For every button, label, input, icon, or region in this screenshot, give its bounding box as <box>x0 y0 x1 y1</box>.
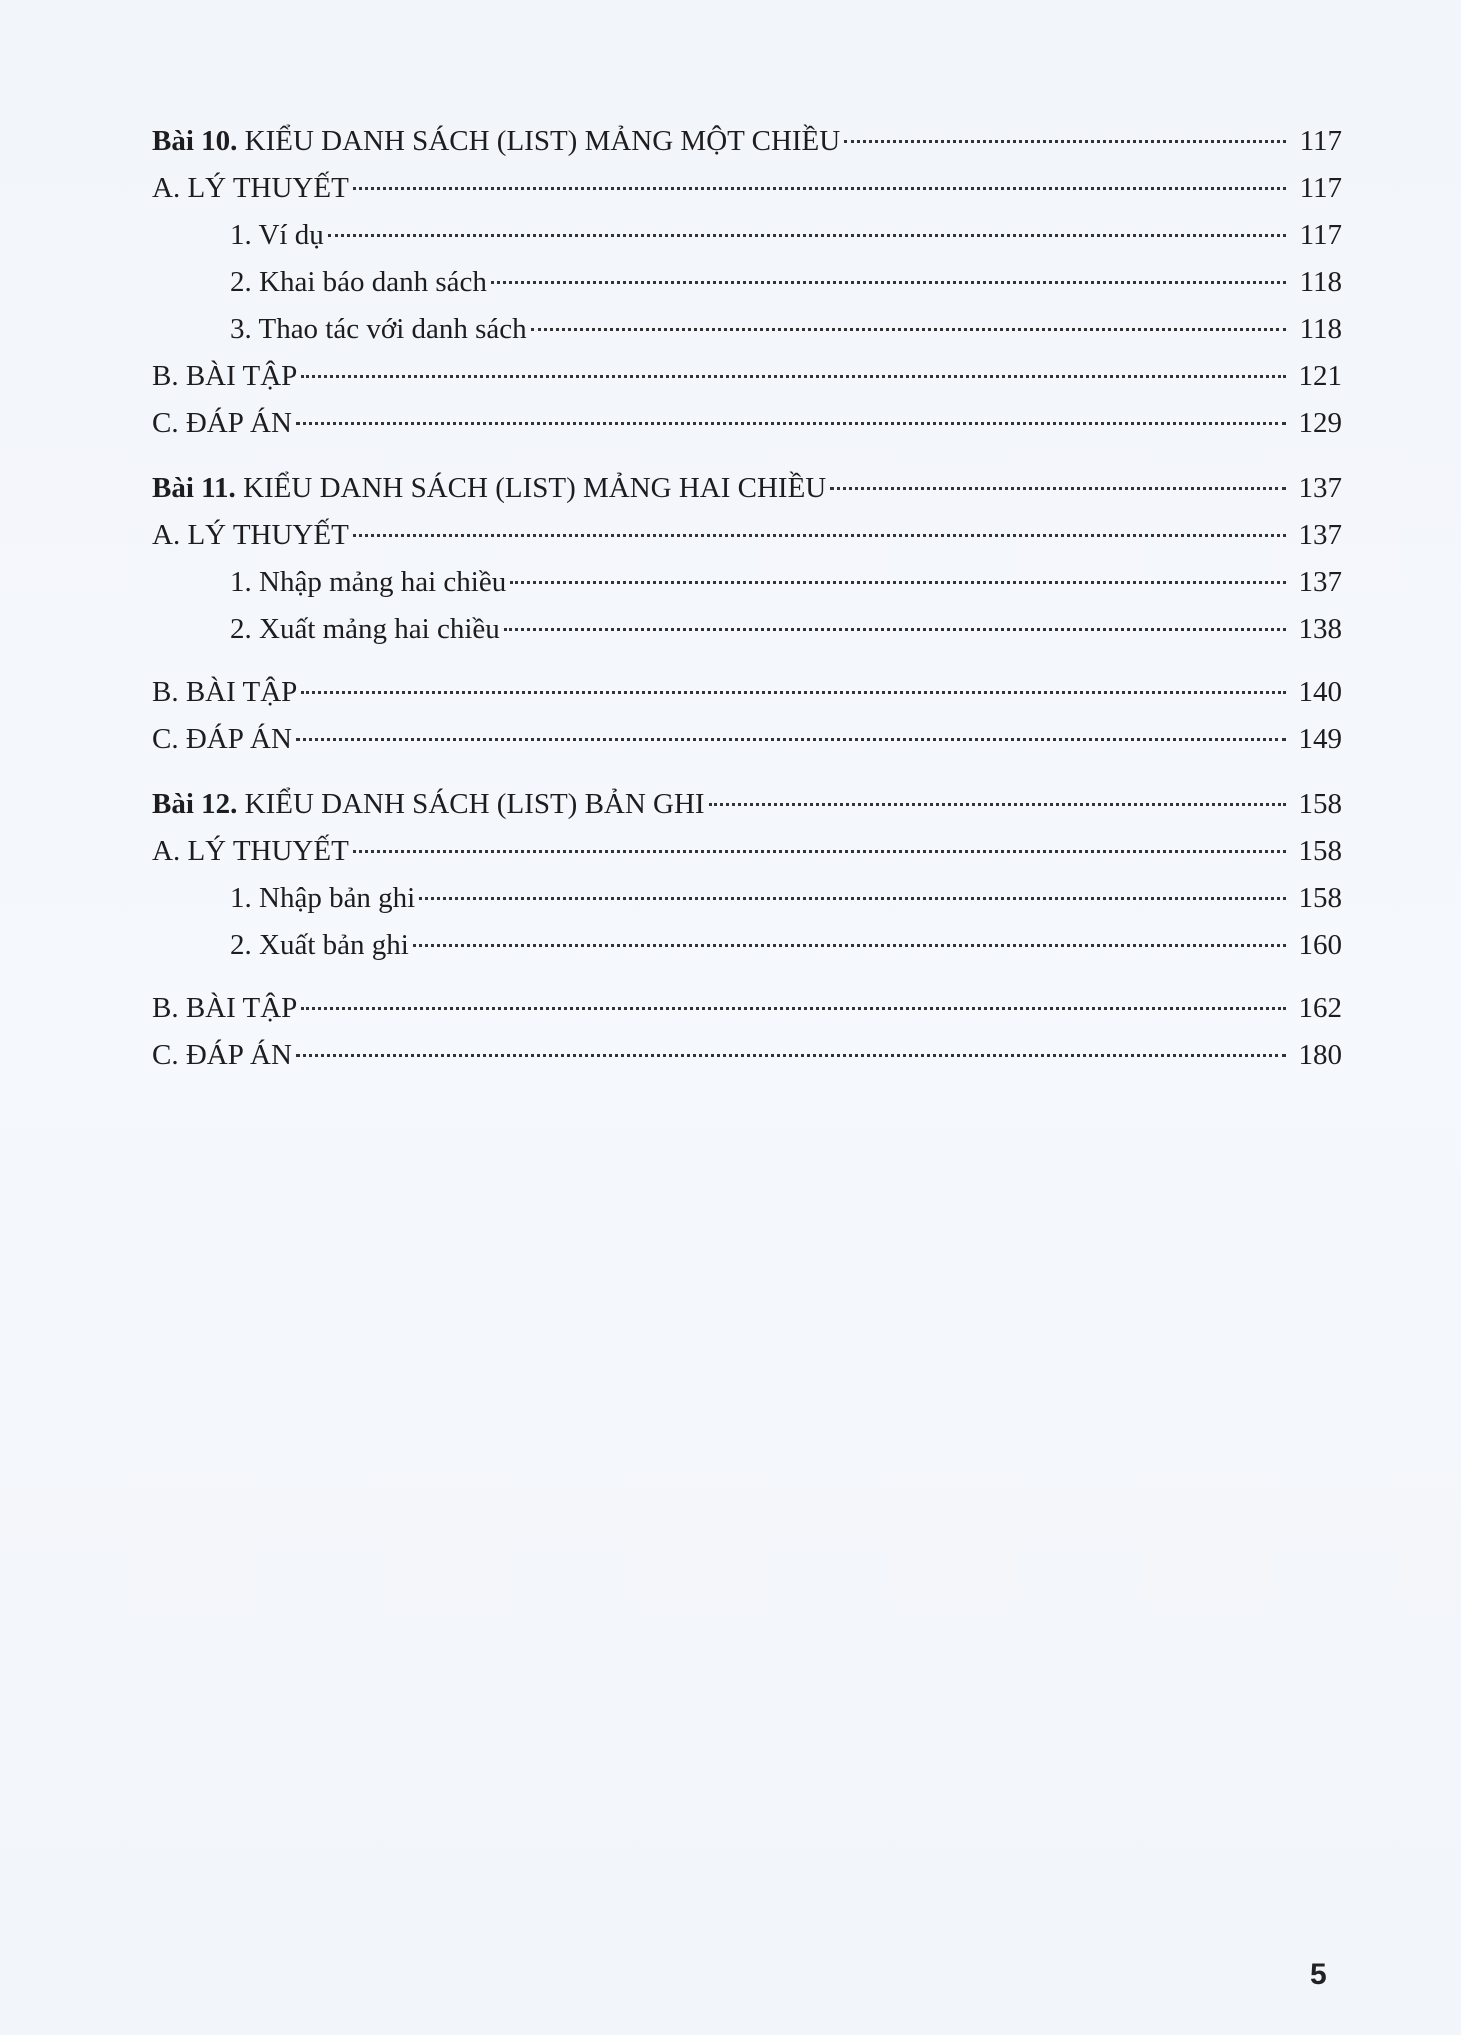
dot-leader <box>296 738 1286 741</box>
toc-entry-text: 3. Thao tác với danh sách <box>230 313 527 345</box>
toc-entry-page: 129 <box>1298 407 1342 439</box>
toc-entry <box>152 1032 1342 1079</box>
toc-entry <box>152 559 1342 606</box>
toc-entry-text: 1. Nhập mảng hai chiều <box>230 566 507 598</box>
dot-leader <box>328 234 1286 237</box>
dot-leader <box>709 803 1286 806</box>
dot-leader <box>510 581 1286 584</box>
toc-entry <box>152 781 1342 828</box>
toc-entry-page: 149 <box>1298 723 1342 755</box>
dot-leader <box>491 281 1286 284</box>
dot-leader <box>301 375 1286 378</box>
toc-entry-title <box>152 165 349 212</box>
toc-entry-title <box>152 828 349 875</box>
table-of-contents <box>152 118 1342 1079</box>
toc-entry <box>152 306 1342 353</box>
toc-entry-title <box>152 669 297 716</box>
toc-entry <box>152 353 1342 400</box>
toc-entry <box>152 606 1342 653</box>
toc-entry-text: 2. Khai báo danh sách <box>230 266 487 298</box>
toc-entry-text: A. LÝ THUYẾT <box>152 519 349 551</box>
toc-entry-page: 118 <box>1299 313 1342 345</box>
toc-entry-text: 1. Ví dụ <box>230 219 324 251</box>
toc-entry-title <box>230 306 527 353</box>
toc-entry-title <box>152 716 292 763</box>
lesson-number: Bài 12. <box>152 788 238 820</box>
toc-entry-title <box>152 118 840 165</box>
toc-entry <box>152 400 1342 447</box>
toc-entry <box>152 165 1342 212</box>
toc-entry-text: B. BÀI TẬP <box>152 360 298 392</box>
toc-entry-text: C. ĐÁP ÁN <box>152 1039 292 1071</box>
toc-entry-text: A. LÝ THUYẾT <box>152 172 349 204</box>
toc-entry-page: 137 <box>1298 472 1342 504</box>
dot-leader <box>296 422 1286 425</box>
page-number: 5 <box>1310 1958 1327 1991</box>
toc-entry <box>152 828 1342 875</box>
toc-entry <box>152 212 1342 259</box>
toc-entry-text: B. BÀI TẬP <box>152 676 298 708</box>
dot-leader <box>830 487 1286 490</box>
toc-entry-title <box>152 465 826 512</box>
toc-entry-title <box>152 985 297 1032</box>
toc-entry-title <box>230 875 415 922</box>
dot-leader <box>504 628 1286 631</box>
toc-entry-page: 137 <box>1298 566 1342 598</box>
toc-entry <box>152 985 1342 1032</box>
toc-entry-text: 2. Xuất bản ghi <box>230 929 409 961</box>
toc-entry-title <box>230 606 500 653</box>
toc-entry-text: 2. Xuất mảng hai chiều <box>230 613 500 645</box>
lesson-number: Bài 11. <box>152 472 236 504</box>
dot-leader <box>301 1007 1286 1010</box>
toc-entry-page: 180 <box>1298 1039 1342 1071</box>
toc-entry <box>152 716 1342 763</box>
toc-entry-page: 158 <box>1298 882 1342 914</box>
toc-entry-page: 160 <box>1298 929 1342 961</box>
toc-entry <box>152 259 1342 306</box>
toc-entry-title <box>152 512 349 559</box>
toc-entry-title <box>152 400 292 447</box>
toc-entry-page: 117 <box>1299 172 1342 204</box>
toc-entry-text: C. ĐÁP ÁN <box>152 723 292 755</box>
toc-entry-title <box>230 559 506 606</box>
dot-leader <box>413 944 1286 947</box>
toc-entry-text: KIỂU DANH SÁCH (LIST) BẢN GHI <box>237 788 705 820</box>
toc-entry <box>152 465 1342 512</box>
toc-entry-page: 121 <box>1298 360 1342 392</box>
toc-entry <box>152 669 1342 716</box>
toc-entry-title <box>230 922 409 969</box>
toc-entry <box>152 875 1342 922</box>
toc-entry <box>152 118 1342 165</box>
toc-entry-page: 138 <box>1298 613 1342 645</box>
toc-entry <box>152 922 1342 969</box>
toc-entry-page: 117 <box>1299 219 1342 251</box>
toc-entry-title <box>152 353 297 400</box>
toc-entry-text: B. BÀI TẬP <box>152 992 298 1024</box>
toc-entry-page: 158 <box>1298 788 1342 820</box>
toc-entry-title <box>230 259 487 306</box>
dot-leader <box>531 328 1286 331</box>
toc-entry-page: 118 <box>1299 266 1342 298</box>
toc-entry-text: C. ĐÁP ÁN <box>152 407 292 439</box>
toc-entry-page: 140 <box>1298 676 1342 708</box>
toc-entry-text: A. LÝ THUYẾT <box>152 835 349 867</box>
dot-leader <box>353 850 1286 853</box>
dot-leader <box>844 140 1286 143</box>
toc-entry-page: 117 <box>1299 125 1342 157</box>
toc-entry-title <box>152 781 705 828</box>
toc-entry-page: 158 <box>1298 835 1342 867</box>
toc-entry-title <box>152 1032 292 1079</box>
lesson-number: Bài 10. <box>152 125 238 157</box>
toc-entry-page: 137 <box>1298 519 1342 551</box>
toc-entry-title <box>230 212 324 259</box>
toc-entry <box>152 512 1342 559</box>
toc-entry-text: KIỂU DANH SÁCH (LIST) MẢNG HAI CHIỀU <box>235 472 827 504</box>
dot-leader <box>301 691 1286 694</box>
toc-entry-text: 1. Nhập bản ghi <box>230 882 416 914</box>
dot-leader <box>353 187 1286 190</box>
toc-entry-text: KIỂU DANH SÁCH (LIST) MẢNG MỘT CHIỀU <box>237 125 841 157</box>
dot-leader <box>419 897 1286 900</box>
dot-leader <box>296 1054 1286 1057</box>
toc-entry-page: 162 <box>1298 992 1342 1024</box>
dot-leader <box>353 534 1286 537</box>
